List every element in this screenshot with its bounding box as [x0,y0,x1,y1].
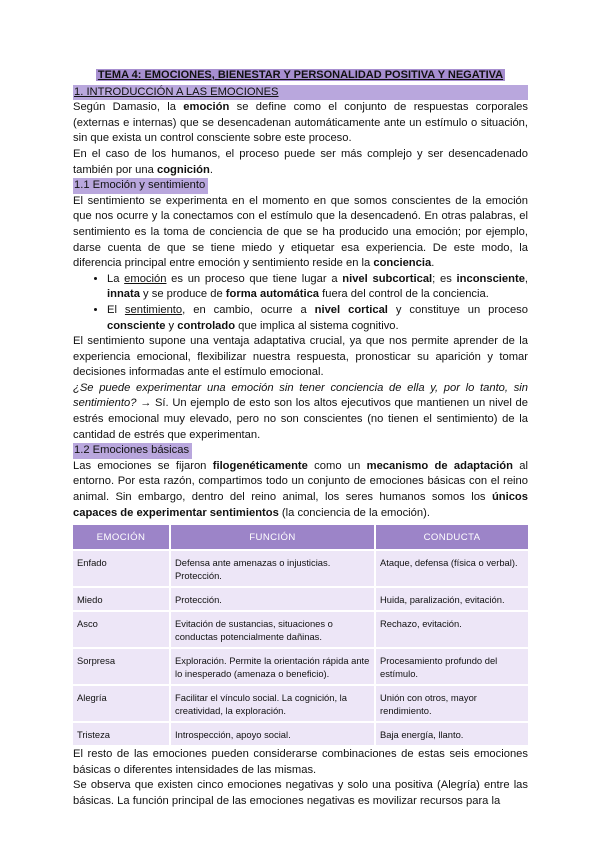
paragraph-ventaja: El sentimiento supone una ventaja adaptativa crucial, ya que nos permite aprender de la experiencia emocional, flexibilizar nuestra respuesta, pronosticar su aparición y tomar decisiones informadas ante el estímulo emocional. [73,335,528,379]
list-item-emocion: • La emoción es un proceso que tiene lugar a nivel subcortical; es inconsciente, innata y se produce de forma automática fuera del control de la conciencia. [107,272,528,303]
table-cell: Alegría [73,686,169,721]
table-cell: Procesamiento profundo del estímulo. [376,649,528,684]
list-item-sentimiento: • El sentimiento, en cambio, ocurre a nivel cortical y constituye un proceso consciente y controlado que implica al sistema cognitivo. [107,303,528,334]
table-row [73,686,528,721]
table-cell: Evitación de sustancias, situaciones o conductas potencialmente dañinas. [171,612,374,647]
paragraph-negativas: Se observa que existen cinco emociones negativas y solo una positiva (Alegría) entre las básicas. La función principal de las emociones negativas es movilizar recursos para la [73,779,528,807]
document-title: TEMA 4: EMOCIONES, BIENESTAR Y PERSONALIDAD POSITIVA Y NEGATIVA [97,69,504,81]
table-cell: Huida, paralización, evitación. [376,588,528,610]
table-cell: Sorpresa [73,649,169,684]
bullet-list [73,272,528,334]
section-heading-1: 1. INTRODUCCIÓN A LAS EMOCIONES [73,85,528,101]
table-header-row [73,525,528,549]
table-cell: Baja energía, llanto. [376,723,528,745]
table-cell: Rechazo, evitación. [376,612,528,647]
paragraph-sentimiento: El sentimiento se experimenta en el momento en que somos conscientes de la emoción que nos ocurre y la conectamos con el estímulo que la desencadenó. En otras palabras, el sentimiento es la toma de conciencia de que se ha producido una emoción; por ejemplo, darse cuenta de que se tiene miedo y etiquetar esa experiencia. De este modo, la diferencia principal entre emoción y sentimiento reside en la conciencia. [73,194,528,270]
table-cell: Ataque, defensa (física o verbal). [376,551,528,586]
column-header-emocion: EMOCIÓN [73,525,169,549]
section-heading-1-1: 1.1 Emoción y sentimiento [73,178,208,194]
table-cell: Facilitar el vínculo social. La cognición, la creatividad, la exploración. [171,686,374,721]
emotions-table [71,523,530,747]
table-row [73,723,528,745]
table-cell: Protección. [171,588,374,610]
table-row [73,551,528,586]
column-header-funcion: FUNCIÓN [171,525,374,549]
table-cell: Miedo [73,588,169,610]
table-cell: Asco [73,612,169,647]
document-body [73,68,528,810]
table-row [73,588,528,610]
table-cell: Unión con otros, mayor rendimiento. [376,686,528,721]
table-cell: Exploración. Permite la orientación rápida ante lo inesperado (amenaza o beneficio). [171,649,374,684]
table-cell: Introspección, apoyo social. [171,723,374,745]
section-heading-1-2: 1.2 Emociones básicas [73,443,192,459]
table-row [73,612,528,647]
paragraph-pregunta: ¿Se puede experimentar una emoción sin tener conciencia de ella y, por lo tanto, sin sentimiento? → Sí. Un ejemplo de esto son los altos ejecutivos que mantienen un nivel de estrés emocional muy elevado, pero no son conscientes (no tienen el sentimiento) de la cantidad de estrés que experimentan. [73,381,528,441]
paragraph-cognicion: En el caso de los humanos, el proceso puede ser más complejo y ser desencadenado también por una cognición. [73,147,528,176]
title-block [73,68,528,84]
table-cell: Defensa ante amenazas o injusticias. Protección. [171,551,374,586]
paragraph-basicas: Las emociones se fijaron filogenéticamente como un mecanismo de adaptación al entorno. Por esta razón, compartimos todo un conjunto de emociones básicas con el reino animal. Sin embargo, dentro del reino animal, los seres humanos somos los únicos capaces de experimentar sentimientos (la conciencia de la emoción). [73,459,529,519]
column-header-conducta: CONDUCTA [376,525,528,549]
paragraph-combinaciones: El resto de las emociones pueden considerarse combinaciones de estas seis emociones básicas o diferentes intensidades de las mismas. [73,748,528,776]
table-row [73,649,528,684]
table-cell: Tristeza [73,723,169,745]
table-cell: Enfado [73,551,169,586]
paragraph-damasio: Según Damasio, la emoción se define como el conjunto de respuestas corporales (externas e internas) que se desencadenan automáticamente ante un estímulo o situación, sin que exista un control consciente sobre este proceso. [73,101,528,145]
